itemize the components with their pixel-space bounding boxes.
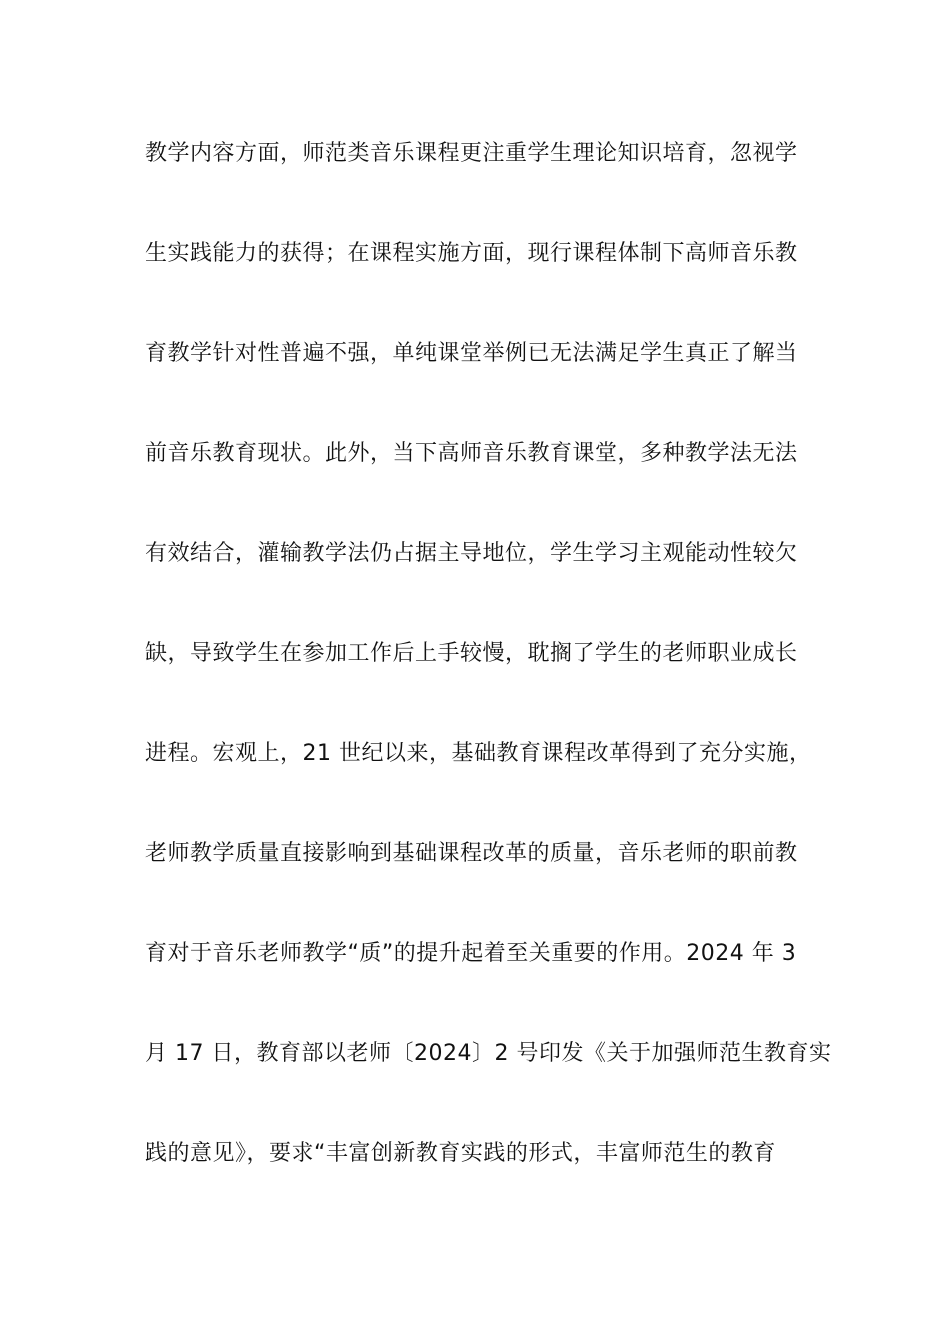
text-line: 老师教学质量直接影响到基础课程改革的质量，音乐老师的职前教 — [145, 841, 798, 866]
text-line: 生实践能力的获得；在课程实施方面，现行课程体制下高师音乐教 — [145, 241, 798, 266]
text-line: 缺，导致学生在参加工作后上手较慢，耽搁了学生的老师职业成长 — [145, 641, 798, 666]
text-line: 前音乐教育现状。此外，当下高师音乐教育课堂，多种教学法无法 — [145, 441, 798, 466]
text-line: 进程。宏观上，21 世纪以来，基础教育课程改革得到了充分实施， — [145, 741, 812, 766]
text-line: 教学内容方面，师范类音乐课程更注重学生理论知识培育，忽视学 — [145, 141, 798, 166]
text-line: 育对于音乐老师教学“质”的提升起着至关重要的作用。2024 年 3 — [145, 941, 797, 966]
text-line: 有效结合，灌输教学法仍占据主导地位，学生学习主观能动性较欠 — [145, 541, 798, 566]
text-line: 践的意见》，要求“丰富创新教育实践的形式，丰富师范生的教育 — [145, 1141, 776, 1166]
text-line: 月 17 日，教育部以老师〔2024〕2 号印发《关于加强师范生教育实 — [145, 1041, 832, 1066]
text-line: 育教学针对性普遍不强，单纯课堂举例已无法满足学生真正了解当 — [145, 341, 798, 366]
body-text — [145, 130, 832, 1230]
